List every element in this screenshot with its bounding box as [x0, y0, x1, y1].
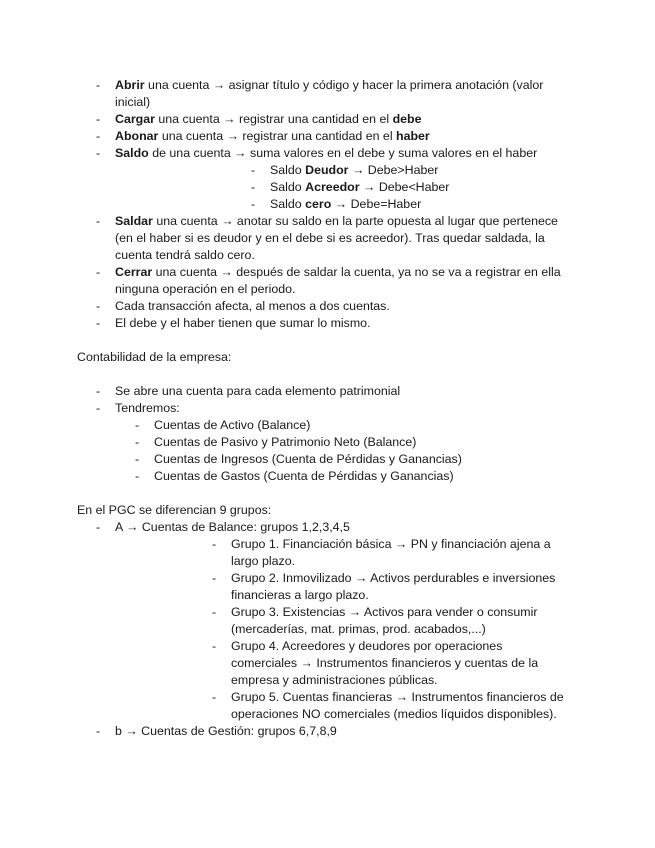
text-segment: de una cuenta → suma valores en el debe y suma valores en el haber	[148, 146, 538, 160]
text-segment: Saldo	[270, 180, 306, 194]
list-item-line	[270, 196, 421, 213]
list-bullet-dash: -	[212, 571, 217, 585]
list-item-line	[115, 247, 255, 264]
text-segment: Cuentas de Ingresos (Cuenta de Pérdidas y Ganancias)	[154, 452, 462, 466]
text-segment: Grupo 2. Inmovilizado → Activos perdurables e inversiones	[231, 571, 556, 585]
bold-term: Deudor	[305, 163, 349, 177]
text-segment: financieras a largo plazo.	[231, 588, 369, 602]
list-item-line	[115, 383, 400, 400]
bold-term: Cerrar	[115, 265, 153, 279]
list-bullet-dash: -	[96, 384, 101, 398]
section2-heading: Contabilidad de la empresa:	[77, 350, 232, 364]
text-segment: (en el haber si es deudor y en el debe si es acreedor). Tras quedar saldada, la	[115, 231, 545, 245]
list-item-line	[115, 94, 150, 111]
list-item-line	[231, 638, 502, 655]
text-segment: operaciones NO comerciales (medios líquidos disponibles).	[231, 707, 557, 721]
bold-term: Saldar	[115, 214, 153, 228]
text-segment: una cuenta → anotar su saldo en la parte opuesta al lugar que pertenece	[152, 214, 558, 228]
text-segment: una cuenta → asignar título y código y hacer la primera anotación (valor	[144, 78, 544, 92]
text-segment: El debe y el haber tienen que sumar lo mismo.	[115, 316, 371, 330]
list-bullet-dash: -	[135, 452, 140, 466]
list-item-line	[231, 672, 438, 689]
text-segment: cuenta tendrá saldo cero.	[115, 248, 255, 262]
list-item-line	[115, 264, 561, 281]
list-item-line	[231, 553, 295, 570]
text-segment: Saldo	[270, 163, 306, 177]
list-item-line	[115, 519, 350, 536]
text-segment: → Debe<Haber	[359, 180, 450, 194]
list-item-line	[115, 723, 337, 740]
bold-term: Acreedor	[305, 180, 360, 194]
list-item-line	[154, 468, 454, 485]
list-bullet-dash: -	[135, 418, 140, 432]
bold-term: Cargar	[115, 112, 155, 126]
text-segment: Cada transacción afecta, al menos a dos cuentas.	[115, 299, 390, 313]
list-item-line	[231, 621, 486, 638]
list-item-line	[115, 315, 371, 332]
text-segment: comerciales → Instrumentos financieros y cuentas de la	[231, 656, 539, 670]
text-segment: Cuentas de Gastos (Cuenta de Pérdidas y Ganancias)	[154, 469, 454, 483]
list-bullet-dash: -	[96, 299, 101, 313]
text-segment: (mercaderías, mat. primas, prod. acabados,...)	[231, 622, 486, 636]
list-bullet-dash: -	[96, 112, 101, 126]
text-segment: b → Cuentas de Gestión: grupos 6,7,8,9	[115, 724, 337, 738]
text-segment: una cuenta → después de saldar la cuenta, ya no se va a registrar en ella	[152, 265, 561, 279]
bold-term: Saldo	[115, 146, 149, 160]
list-item-line	[231, 604, 537, 621]
list-bullet-dash: -	[96, 724, 101, 738]
text-segment: Cuentas de Activo (Balance)	[154, 418, 311, 432]
list-item-line	[115, 145, 537, 162]
list-bullet-dash: -	[212, 639, 217, 653]
text-segment: Grupo 5. Cuentas financieras → Instrumentos financieros de	[231, 690, 564, 704]
text-segment: Tendremos:	[115, 401, 180, 415]
list-bullet-dash: -	[96, 265, 101, 279]
list-bullet-dash: -	[96, 316, 101, 330]
text-segment: Se abre una cuenta para cada elemento patrimonial	[115, 384, 401, 398]
list-item-line	[115, 128, 430, 145]
list-item-line	[115, 281, 296, 298]
list-bullet-dash: -	[212, 605, 217, 619]
list-item-line	[270, 162, 438, 179]
text-segment: → Debe=Haber	[331, 197, 422, 211]
list-bullet-dash: -	[96, 146, 101, 160]
list-bullet-dash: -	[212, 537, 217, 551]
list-item-line	[115, 111, 422, 128]
list-bullet-dash: -	[96, 78, 101, 92]
list-bullet-dash: -	[96, 520, 101, 534]
section3-heading: En el PGC se diferencian 9 grupos:	[77, 503, 272, 517]
bold-term: Abrir	[115, 78, 145, 92]
text-segment: Grupo 1. Financiación básica → PN y financiación ajena a	[231, 537, 551, 551]
text-segment: largo plazo.	[231, 554, 296, 568]
text-segment: Grupo 3. Existencias → Activos para vender o consumir	[231, 605, 538, 619]
text-segment: → Debe>Haber	[348, 163, 439, 177]
list-item-line	[115, 230, 545, 247]
list-item-line	[154, 451, 462, 468]
list-item-line	[154, 417, 310, 434]
list-bullet-dash: -	[135, 435, 140, 449]
list-item-line	[270, 179, 449, 196]
text-segment: A → Cuentas de Balance: grupos 1,2,3,4,5	[115, 520, 350, 534]
text-segment: inicial)	[115, 95, 151, 109]
bold-term: debe	[392, 112, 422, 126]
list-item-line	[115, 400, 180, 417]
text-segment: Cuentas de Pasivo y Patrimonio Neto (Balance)	[154, 435, 417, 449]
list-item-line	[231, 570, 555, 587]
list-item-line	[231, 587, 369, 604]
text-segment: empresa y administraciones públicas.	[231, 673, 438, 687]
list-bullet-dash: -	[251, 197, 256, 211]
list-item-line	[231, 689, 564, 706]
list-item-line	[231, 536, 551, 553]
list-bullet-dash: -	[96, 401, 101, 415]
list-item-line	[231, 706, 557, 723]
text-segment: una cuenta → registrar una cantidad en el	[158, 129, 397, 143]
list-item-line	[115, 213, 558, 230]
list-bullet-dash: -	[96, 129, 101, 143]
list-item-line	[115, 298, 390, 315]
list-bullet-dash: -	[212, 690, 217, 704]
bold-term: haber	[396, 129, 430, 143]
list-bullet-dash: -	[96, 214, 101, 228]
bold-term: Abonar	[115, 129, 159, 143]
list-bullet-dash: -	[251, 180, 256, 194]
list-item-line	[154, 434, 416, 451]
list-item-line	[115, 77, 543, 94]
bold-term: cero	[305, 197, 332, 211]
list-item-line	[231, 655, 538, 672]
list-bullet-dash: -	[251, 163, 256, 177]
text-segment: Saldo	[270, 197, 306, 211]
text-segment: una cuenta → registrar una cantidad en el	[154, 112, 393, 126]
list-bullet-dash: -	[135, 469, 140, 483]
text-segment: ninguna operación en el periodo.	[115, 282, 296, 296]
text-segment: Grupo 4. Acreedores y deudores por operaciones	[231, 639, 503, 653]
